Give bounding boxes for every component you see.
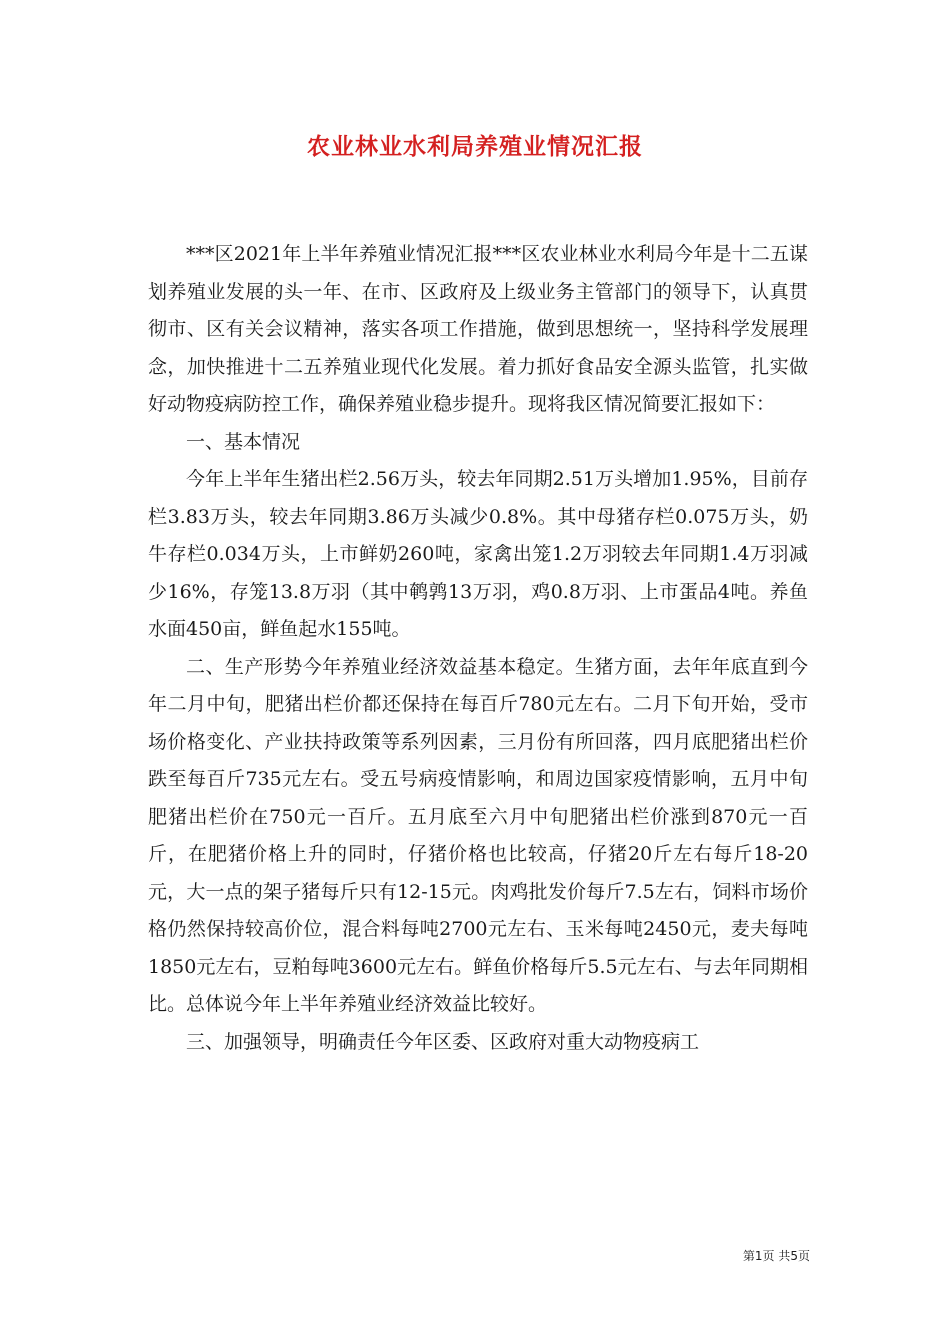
- document-title: 农业林业水利局养殖业情况汇报: [307, 133, 643, 160]
- section-heading-basic: 一、基本情况: [186, 430, 301, 453]
- intro-paragraph: ***区2021年上半年养殖业情况汇报***区农业林业水利局今年是十二五谋划养殖业发展的头一年、在市、区政府及上级业务主管部门的领导下，认真贯彻市、区有关会议精神，落实各项工作措施，做到思想统一，坚持科学发展理念，加快推进十二五养殖业现代化发展。着力抓好食品安全源头监管，扎实做好动物疫病防控工作，确保养殖业稳步提升。现将我区情况简要汇报如下：: [148, 243, 808, 415]
- production-situation-paragraph: 二、生产形势今年养殖业经济效益基本稳定。生猪方面，去年年底直到今年二月中旬，肥猪出栏价都还保持在每百斤780元左右。二月下旬开始，受市场价格变化、产业扶持政策等系列因素，三月份有所回落，四月底肥猪出栏价跌至每百斤735元左右。受五号病疫情影响，和周边国家疫情影响，五月中旬肥猪出栏价在750元一百斤。五月底至六月中旬肥猪出栏价涨到870元一百斤，在肥猪价格上升的同时，仔猪价格也比较高，仔猪20斤左右每斤18-20元，大一点的架子猪每斤只有12-15元。肉鸡批发价每斤7.5左右，饲料市场价格仍然保持较高价位，混合料每吨2700元左右、玉米每吨2450元，麦夫每吨1850元左右，豆粕每吨3600元左右。鲜鱼价格每斤5.5元左右、与去年同期相比。总体说今年上半年养殖业经济效益比较好。: [148, 655, 808, 1015]
- basic-situation-paragraph: 今年上半年生猪出栏2.56万头，较去年同期2.51万头增加1.95%，目前存栏3.83万头，较去年同期3.86万头减少0.8%。其中母猪存栏0.075万头，奶牛存栏0.034万头，上市鲜奶260吨，家禽出笼1.2万羽较去年同期1.4万羽减少16%，存笼13.8万羽（其中鹌鹑13万羽，鸡0.8万羽、上市蛋品4吨。养鱼水面450亩，鲜鱼起水155吨。: [148, 468, 808, 640]
- page-number: 第1页 共5页: [742, 1249, 810, 1263]
- leadership-paragraph: 三、加强领导，明确责任今年区委、区政府对重大动物疫病工: [186, 1030, 700, 1053]
- document-body: [148, 236, 808, 1061]
